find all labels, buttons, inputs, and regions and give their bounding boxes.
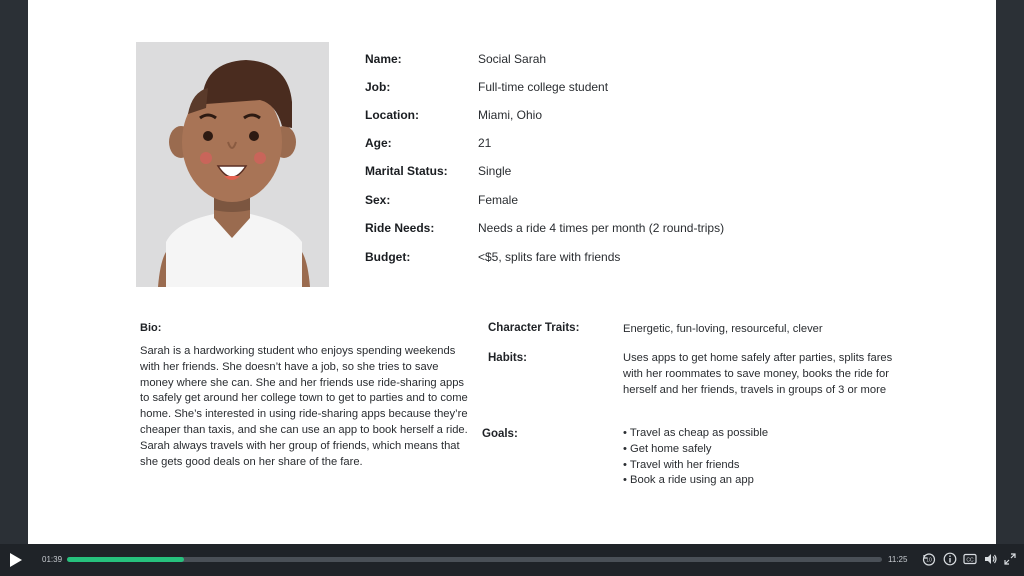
bio-text: Sarah is a hardworking student who enjoys spending weekends with her friends. She doesn’t have a job, so she tries to save money where she can. She and her friends use ride-sharing apps to safely get around her college town to get to parties and to come home. She’s interested in using ride-sharing apps because they’re cheaper than taxis, and she can use an app to book herself a ride. Sarah always travels with her group of friends, which means that she gets good deals on her share of the fare. xyxy=(140,345,468,468)
persona-field-value: Female xyxy=(478,193,519,207)
persona-field-label: Sex: xyxy=(365,193,391,207)
persona-field-value: Full-time college student xyxy=(478,80,609,94)
play-icon xyxy=(9,552,23,568)
current-time: 01:39 xyxy=(42,555,63,564)
persona-field-label: Budget: xyxy=(365,250,411,264)
goal-item: • Travel as cheap as possible xyxy=(623,426,768,442)
habits-value: Uses apps to get home safely after parties, splits fares with her roommates to save money, books the ride for herself and her friends, travels in groups of 3 or more xyxy=(623,352,893,396)
goals-list xyxy=(623,426,768,489)
bio-label: Bio: xyxy=(140,322,162,334)
fullscreen-icon xyxy=(1003,552,1017,566)
persona-field-label: Name: xyxy=(365,52,402,66)
persona-field-value: Needs a ride 4 times per month (2 round-trips) xyxy=(478,221,725,235)
persona-field-value: 21 xyxy=(478,136,492,150)
persona-slide xyxy=(28,0,996,544)
character-traits-value: Energetic, fun-loving, resourceful, clever xyxy=(623,323,823,335)
volume-icon xyxy=(984,552,998,566)
persona-field-label: Ride Needs: xyxy=(365,221,435,235)
persona-field-label: Age: xyxy=(365,136,392,150)
total-time: 11:25 xyxy=(888,555,908,564)
goal-item: • Book a ride using an app xyxy=(623,473,768,489)
persona-field-value: Miami, Ohio xyxy=(478,108,543,122)
info-button[interactable] xyxy=(943,552,957,566)
persona-field-label: Job: xyxy=(365,80,391,94)
character-traits-label: Character Traits: xyxy=(488,322,580,334)
persona-avatar xyxy=(136,42,329,287)
captions-button[interactable] xyxy=(963,552,977,566)
progress-fill xyxy=(67,557,184,562)
persona-field-value: <$5, splits fare with friends xyxy=(478,250,621,264)
volume-button[interactable] xyxy=(984,552,998,566)
svg-text:CC: CC xyxy=(966,557,974,564)
goals-label: Goals: xyxy=(482,428,518,440)
progress-track[interactable] xyxy=(67,557,882,562)
svg-text:10: 10 xyxy=(926,557,932,564)
persona-field-value: Social Sarah xyxy=(478,52,547,66)
rewind-10-icon xyxy=(922,552,936,566)
habits-label: Habits: xyxy=(488,352,527,364)
goal-item: • Travel with her friends xyxy=(623,458,768,474)
info-icon xyxy=(943,552,957,566)
persona-field-label: Location: xyxy=(365,108,419,122)
rewind-10-button[interactable] xyxy=(922,552,936,566)
captions-icon xyxy=(963,552,977,566)
persona-field-value: Single xyxy=(478,164,512,178)
fullscreen-button[interactable] xyxy=(1003,552,1017,566)
goal-item: • Get home safely xyxy=(623,442,768,458)
persona-field-label: Marital Status: xyxy=(365,164,448,178)
play-button[interactable] xyxy=(9,552,23,568)
